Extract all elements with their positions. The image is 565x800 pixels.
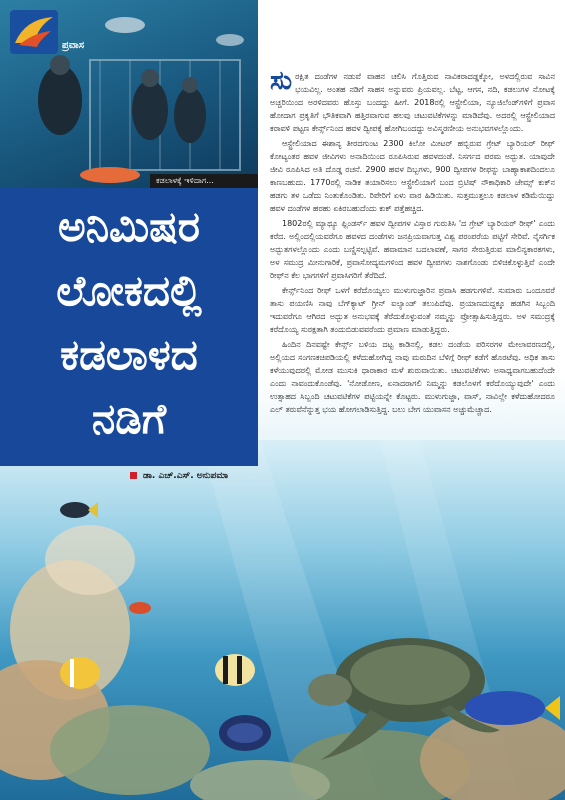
reef-illustration [0, 440, 565, 800]
paragraph-2: ಆಸ್ಟ್ರೇಲಿಯಾದ ಈಶಾನ್ಯ ತೀರದಗುಂಟ 2300 ಕಿಲೋ ಮೀಟರ್ ಹಬ್ಬಿರುವ ಗ್ರೇಟ್ ಬ್ಯಾರಿಯರ್ ರೀಫ್ ಕೋಟ್ಯಂತರ ಹವಳ ಜೀವಿಗಳು ಅನಾದಿಯಿಂದ ರೂಪಿಸಿರುವ ಹವಳದಂಡೆ. ನಿಸರ್ಗದ ಪರಮ ಅದ್ಭುತ. ಯಾವುದೇ ಜೀವಿ ರೂಪಿಸಿದ ಅತಿ ದೊಡ್ಡ ರಚನೆ. 2900 ಹವಳ ದಿಬ್ಬಗಳು, 900 ದ್ವೀಪಗಳ ರೀಫನ್ನು ಬಾಹ್ಯಾಕಾಶದಿಂದಲೂ ಕಾಣಬಹುದು. 1770ರಲ್ಲಿ ನಾಡಿಕ ತಯಾರಿಸಲು ಆಸ್ಟ್ರೇಲಿಯಾಗೆ ಬಂದ ಬ್ರಿಟಿಷ್ ನೌಕಾಧಿಕಾರಿ ಜೇಮ್ಸ್ ಕುಕ್‌ನ ಹಡಗು ತಳ ಒಡೆದು ನಿಂತುಕೊಂಡಿತು. ರಿಪೇರಿಗೆ ಏಳು ವಾರ ಹಿಡಿಯಿತು. ಸುತ್ತಮುತ್ತಲೂ ಕಡಲಾಳ ಕಡಿಮೆಯಿದ್ದು ಹವಳ ದಂಡೆಗಳ ಹರಹು ಏಕಿರಬಹುದೆಂದು ಕುಕ್ ಪತ್ತೆಹಚ್ಚಿದ. [270, 139, 555, 213]
author-byline [130, 471, 228, 481]
butterflyfish [60, 657, 100, 689]
author-name: ಡಾ. ಎಚ್.ಎಸ್. ಅನುಪಮಾ [143, 471, 229, 481]
small-fish [60, 502, 98, 518]
title-line-1: ಅನಿಮಿಷರ [58, 202, 200, 251]
paragraph-1 [270, 70, 555, 135]
paragraph-3: 1802ರಲ್ಲಿ ಮ್ಯಾಥ್ಯೂ ಫ್ಲಿಂಡರ್ಸ್ ಹವಳ ದ್ವೀಪಗಳ ವಿಸ್ತಾರ ಗುರುತಿಸಿ 'ದ ಗ್ರೇಟ್ ಬ್ಯಾರಿಯರ್ ರೀಫ್' ಎಂದು ಕರೆದ. ಅಲ್ಲಿಂದಲ್ಲಿಯವರೆಗೂ ಹವಳದ ದಂಡೆಗಳು ಜನಪ್ರಿಯವಾಗುತ್ತ ವಿಶ್ವ ಪರಂಪರೆಯ ಪಟ್ಟಿಗೆ ಸೇರಿವೆ. ನೈಸರ್ಗಿಕ ಅದ್ಭುತಗಳಲ್ಲೊಂದು ಎಂದು ಬಣ್ಣಿಸಲ್ಪಟ್ಟಿವೆ. ಹವಾಮಾನ ಬದಲಾವಣೆ, ಸಾಗರ ಸೇರುತ್ತಿರುವ ಮಾಲಿನ್ಯಕಾರಕಗಳು, ಅಳ ಸಮುದ್ರ ಮೀನುಗಾರಿಕೆ, ಪ್ರವಾಸೋದ್ಯಮಗಳಿಂದ ಹವಳ ದ್ವೀಪಗಳು ನಾಶಗೊಂಡು ಬಿಳಿಚಿಕೊಳ್ಳುತ್ತಿವೆ ಎಂದೇ ರೀಫ್‌ನ ಕೆಲ ಭಾಗಗಳಿಗೆ ಪ್ರವಾಸಿಗರಿಗೆ ತೆರೆದಿದೆ. [270, 219, 555, 280]
bird-logo-icon [13, 13, 55, 51]
title-block [0, 188, 258, 466]
divers-photo [0, 0, 258, 188]
small-fish-2 [129, 602, 151, 614]
photo-caption: ಕಡಲಾಳಕ್ಕೆ ಇಳಿದಾಗ... [150, 174, 258, 188]
paragraph-4: ಕೇರ್ನ್ಸ್‌ನಿಂದ ರೀಫ್ ಒಳಗೆ ಕರೆದೊಯ್ಯಲು ಮುಳುಗುಜ್ಜಾರಿನ ಪ್ರವಾಸಿ ಹಡಗುಗಳಿವೆ. ಸುಮಾರು ಒಂದೂವರೆ ತಾಸು ಪಯಣಿಸಿ ನಾವು ಬೆಗ್‌ಕ್ಯಾಟ್ ಗ್ರೀನ್ ಐಲ್ಯಾಂಡ್ ತಲುಪಿದೆವು. ಪ್ರಯಾಣದುದ್ದಕ್ಕೂ ಹಡಗಿನ ಸಿಬ್ಬಂದಿ ಇದುವರೆಗೂ ಆಗಿರದ ಅದ್ಭುತ ಅನುಭವಕ್ಕೆ ತೆರೆದುಕೊಳ್ಳುವಂತೆ ನಮ್ಮನ್ನು ಪ್ರೋತ್ಸಾಹಿಸುತ್ತಿದ್ದರು. ಅಳ ಸಮುದ್ರಕ್ಕೆ ಕರೆದೊಯ್ಯ ಸುರಕ್ಷತಾಗಿ ತಂದುಬಿಡುವವರೆಂದು ಪ್ರಮಾಣ ಮಾಡುತ್ತಿದ್ದರು. [270, 286, 555, 334]
title-line-2: ಲೋಕದಲ್ಲಿ [56, 266, 202, 315]
paragraph-1-text: ರಕ್ಷಿತ ದಂಡೆಗಳ ನಡುವೆ ವಾಹನ ಚಲಿಸಿ ಗೊತ್ತಿರುವ ನಾವಿಕರಾದಡ್ಡಕ್ಕೋ, ಅಳದಲ್ಲಿರುವ ಸಾವಿನ ಭಯವಿಲ್ಲ. ಅಂತಹ ನಡಿಗೆ ಸಾಹಸ ಅನ್ನುವರು ಪ್ರಿಯವಲ್ಲ. ಬೆಟ್ಟ, ಆಗಸ, ನದಿ, ಕಡಲುಗಳ ನೋಟಕ್ಕೆ ಅಚ್ಚರಿಯಿಂದ ಅರಳಿದವರು ಹೊಸ್ತು ಬಂದದ್ದು ಹೀಗೆ. 2018ರಲ್ಲಿ ಆಸ್ಟ್ರೇಲಿಯಾ, ನ್ಯೂಜಿಲೆಂಡ್‌ಗಳಿಗೆ ಪ್ರವಾಸ ಹೋದಾಗ ಪ್ರಕೃತಿಗೆ ಭೌತಿಕವಾಗಿ ಹತ್ತಿರವಾಗುವ ಹಲವು ಚಟುವಟಿಕೆಗಳನ್ನು ಮಾಡಿದೆವು. ಅದರಲ್ಲಿ ಆಸ್ಟ್ರೇಲಿಯಾದ ಕರಾವಳಿ ಪಟ್ಟಣ ಕೇರ್ನ್ಸ್‌ನಿಂದ ಹವಳ ದ್ವೀಪಕ್ಕೆ ಹೋಗಿಬಂದದ್ದು ಅವಿಸ್ಮರಣೀಯ ಅನುಭವಗಳಲ್ಲೊಂದು. [270, 72, 555, 133]
article-body [270, 70, 555, 462]
paragraph-5: ಹಿಂದಿನ ದಿನವಷ್ಟೇ ಕೇರ್ನ್ಸ್ ಬಳಿಯ ದಟ್ಟ ಕಾಡಿನಲ್ಲಿ, ಕಡಲ ದಂಡೆಯ ಪರಿಸರಗಳ ಮೇಲಾವರಣದಲ್ಲಿ, ಅಲ್ಲಿಯದ ಸಂಗಣಕಚಿಪಡಿಯಲ್ಲಿ ಕಳೆದುಹೋಗಿದ್ದ ನಾವು ಮರುದಿನ ಬೆಳಿಗ್ಗೆ ರೀಫ್ ಕಡೆಗೆ ಹೊರಟೆವು. ಅಧಿಕ ತಾಸು ಕಳೆಯುವುದರಲ್ಲಿ ಮೋಡ ಮುಸುಕಿ ಧಾರಾಕಾರ ಮಳೆ ಶುರುವಾಯಿತು. ಚಟುವಟಿಕೆಗಳು ಅಸಾಧ್ಯವಾಗಬಹುದೆಂದೇ ಎಂದು ನಾವಂದುಕೊಂಡೆವು. 'ನೋಡೋಣ, ಏನಾದರಾಗಲಿ ನಿಮ್ಮನ್ನು ಕಡಲೊಳಗೆ ಕರೆದೊಯ್ಯುವುದೇ' ಎಂದು ಉತ್ಸಾಹದ ಸಿಬ್ಬಂದಿ ಚಟುವಟಿಕೆಗಳ ಪಟ್ಟಿಯನ್ನೇ ಕೊಟ್ಟರು. ಮುಳುಗುಜ್ಜಾ, ವಾಸ್, ನಾವಿಲ್ಲೇ ಕಳೆದುಹೋದರೂ ಎಲ್ ತರುವೆನೆನ್ನುತ್ತ ಭಯ ಹೋಗಲಾಡಿಸುತ್ತಿದ್ದ. ಬಲು ಬೇಗ ಯುವಾಸನ ಅಚ್ಚುಮೆಚ್ಚಾದ. [270, 340, 555, 414]
title-line-3: ಕಡಲಾಳದ [60, 330, 198, 379]
angelfish [215, 654, 255, 686]
coral-reef-photo [0, 440, 565, 800]
drop-cap: ಸು [270, 70, 293, 96]
section-label: ಪ್ರವಾಸ [62, 40, 85, 51]
red-square-icon [130, 472, 137, 479]
section-logo [10, 10, 58, 54]
emperor-angelfish [219, 715, 271, 751]
title-line-4: ನಡಿಗೆ [91, 394, 167, 443]
